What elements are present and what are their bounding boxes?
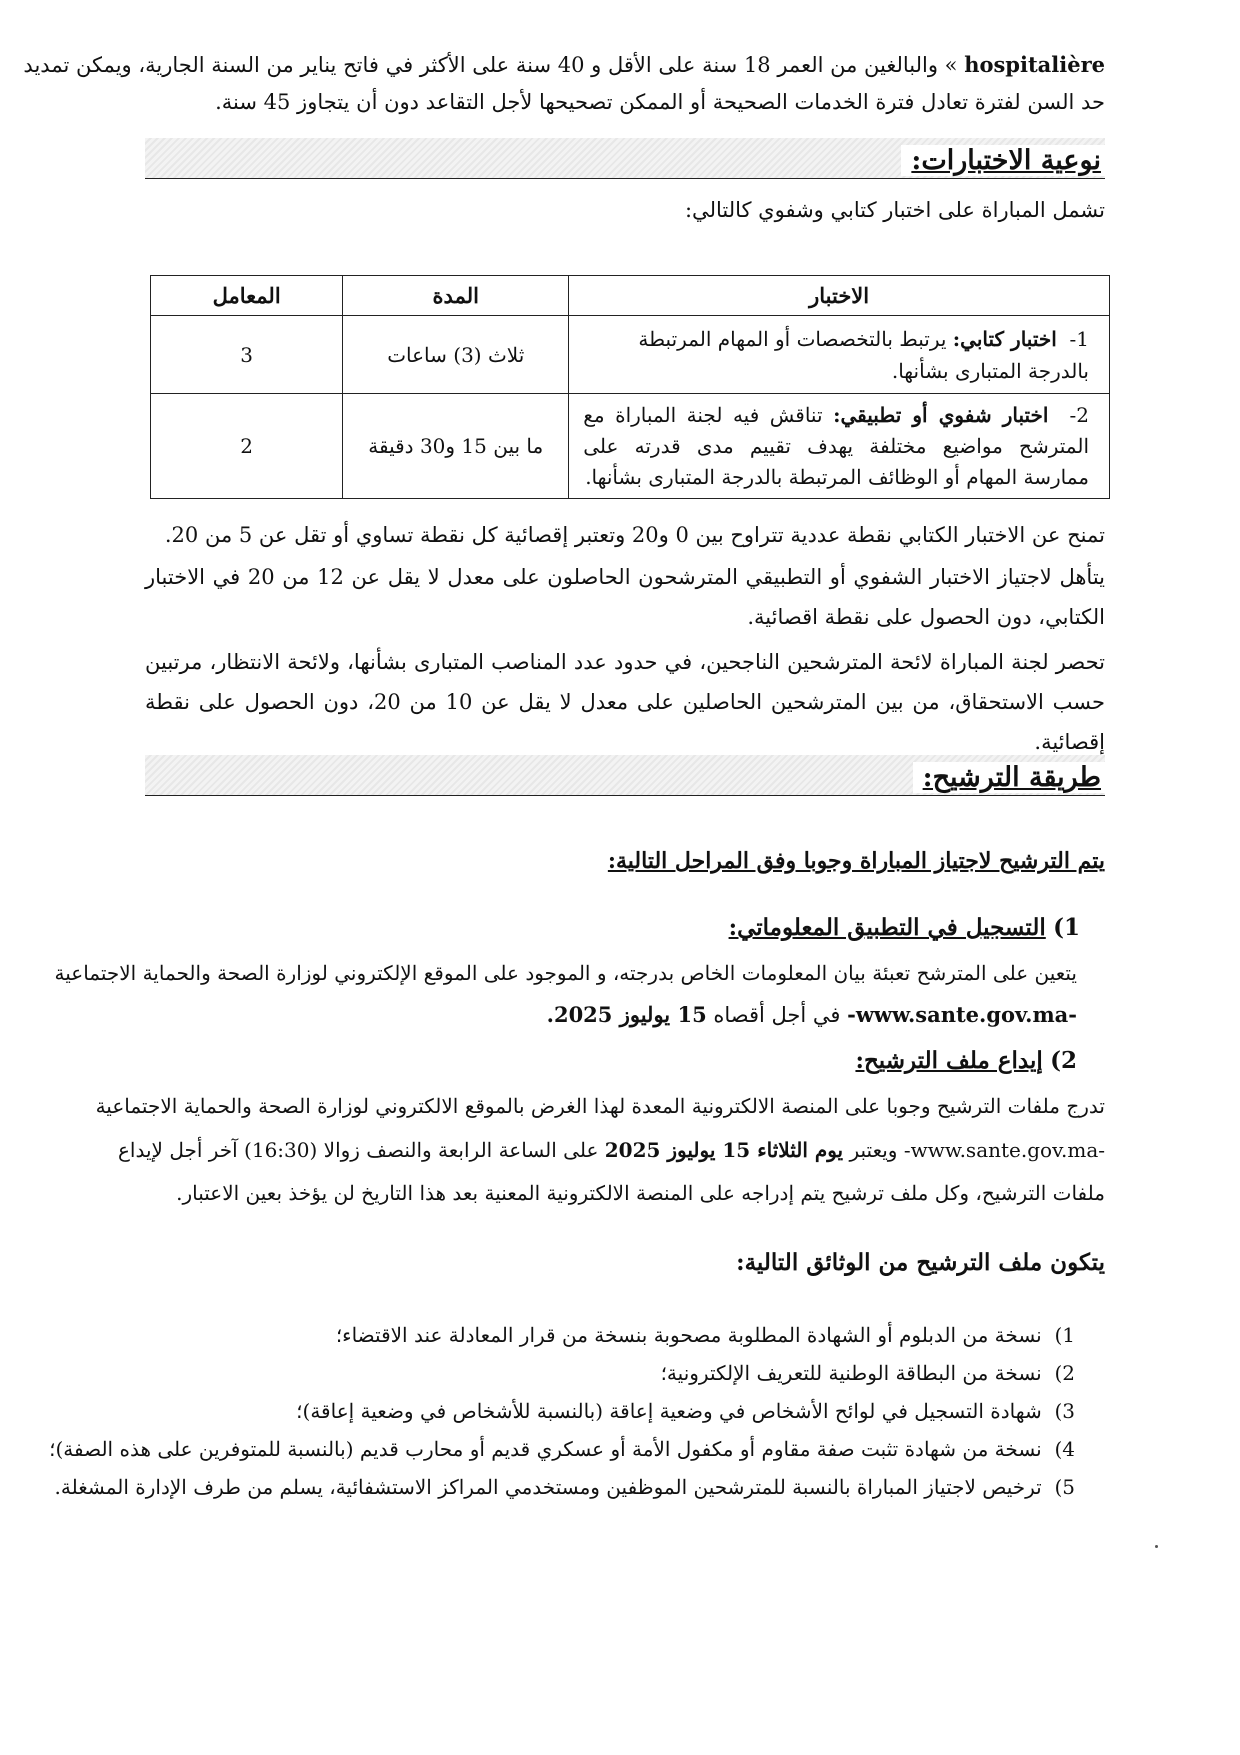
step-2-website: -www.sante.gov.ma-: [903, 1138, 1105, 1162]
header-coefficient: المعامل: [151, 276, 343, 316]
step-1-num: 1): [1053, 914, 1080, 941]
cell-duration-2: ما بين 15 و30 دقيقة: [343, 394, 569, 499]
cell-duration-1: ثلاث (3) ساعات: [343, 316, 569, 394]
step-2-line-3: ملفات الترشيح، وكل ملف ترشيح يتم إدراجه على المنصة الالكترونية المعنية بعد هذا التاريخ لن يؤخذ بعين الاعتبار.: [176, 1181, 1105, 1205]
row-num: 1-: [1069, 326, 1089, 351]
item-num: 4): [1054, 1437, 1075, 1461]
scan-speck: [1155, 1545, 1158, 1548]
list-item: [145, 1392, 1075, 1430]
step-1-heading: [120, 910, 1080, 946]
row-title: اختبار كتابي:: [952, 326, 1057, 351]
item-text: نسخة من شهادة تثبت صفة مقاوم أو مكفول الأمة أو عسكري قديم أو محارب قديم (بالنسبة للمتوفرين على هذه الصفة)؛: [49, 1437, 1042, 1461]
header-test: الاختبار: [569, 276, 1110, 316]
row-num: 2-: [1069, 402, 1090, 427]
step-1-website: -www.sante.gov.ma-: [847, 1002, 1077, 1027]
cell-test-1: [569, 316, 1110, 394]
table-row: [151, 394, 1110, 499]
step-2-title: إيداع ملف الترشيح:: [855, 1047, 1043, 1074]
list-item: [145, 1316, 1075, 1354]
item-num: 1): [1054, 1323, 1075, 1347]
step-1-line-1: يتعين على المترشح تعبئة بيان المعلومات الخاص بدرجته، و الموجود على الموقع الإلكتروني لوزارة الصحة والحماية الاجتماعية: [54, 961, 1077, 985]
intro-line-2: حد السن لفترة تعادل فترة الخدمات الصحيحة أو الممكن تصحيحها لأجل التقاعد دون أن يتجاوز 45 سنة.: [215, 90, 1105, 114]
cell-coefficient-2: 2: [151, 394, 343, 499]
item-num: 2): [1054, 1361, 1075, 1385]
tests-intro: تشمل المباراة على اختبار كتابي وشفوي كالتالي:: [684, 198, 1105, 222]
intro-french-term: hospitalière: [964, 52, 1105, 77]
grading-paragraph-3: تحصر لجنة المباراة لائحة المترشحين الناجحين، في حدود عدد المناصب المتبارى بشأنها، ولائحة الانتظار، مرتبين حسب الاستحقاق، من بين المترشحين الحاصلين على معدل لا يقل عن 10 من 20، دون الحصول على نقطة إقصائية.: [145, 650, 1105, 754]
cell-test-2: [569, 394, 1110, 499]
table-row: [151, 316, 1110, 394]
item-num: 3): [1054, 1399, 1075, 1423]
list-item: [145, 1354, 1075, 1392]
row-desc: يرتبط بالتخصصات أو المهام المرتبطة بالدرجة المتبارى بشأنها.: [638, 326, 1089, 383]
list-item: [49, 1430, 1075, 1468]
item-text: ترخيص لاجتياز المباراة بالنسبة للمترشحين الموظفين ومستخدمي المراكز الاستشفائية، يسلم من طرف الإدارة المشغلة.: [54, 1475, 1042, 1499]
step-1-title: التسجيل في التطبيق المعلوماتي:: [728, 914, 1046, 941]
section-heading-tests: [145, 138, 1105, 179]
step-2-deadline-time: على الساعة الرابعة والنصف زوالا (16:30) آخر أجل لإيداع: [118, 1138, 605, 1162]
item-text: نسخة من الدبلوم أو الشهادة المطلوبة مصحوبة بنسخة من قرار المعادلة عند الاقتضاء؛: [335, 1323, 1042, 1347]
item-num: 5): [1054, 1475, 1075, 1499]
application-subheading: يتم الترشيح لاجتياز المباراة وجوبا وفق المراحل التالية:: [607, 848, 1105, 874]
step-2-deadline-date: يوم الثلاثاء 15 يوليوز 2025: [604, 1138, 844, 1162]
row-title: اختبار شفوي أو تطبيقي:: [833, 402, 1049, 427]
list-item: [54, 1468, 1075, 1506]
intro-line-1: [23, 45, 1105, 85]
step-2-num: 2): [1050, 1047, 1077, 1074]
step-2-line-1: تدرج ملفات الترشيح وجوبا على المنصة الالكترونية المعدة لهذا الغرض بالموقع الالكتروني لوزارة الصحة والحماية الاجتماعية: [95, 1094, 1105, 1118]
row-desc: تناقش فيه لجنة المباراة مع المترشح مواضيع مختلفة يهدف تقييم مدى قدرته على ممارسة المهام أو الوظائف المرتبطة بالدرجة المتبارى بشأنها.: [583, 402, 1089, 489]
documents-heading: يتكون ملف الترشيح من الوثائق التالية:: [736, 1249, 1105, 1276]
step-2-considered: ويعتبر: [843, 1138, 904, 1162]
tests-table: [150, 275, 1110, 499]
step-1-line-2: [145, 997, 1077, 1033]
step-2-heading: [117, 1043, 1077, 1079]
section-heading-application-text: طريقة الترشيح:: [913, 762, 1105, 793]
header-duration: المدة: [343, 276, 569, 316]
step-1-deadline-prefix: في أجل أقصاه: [706, 1003, 848, 1027]
section-heading-tests-text: نوعية الاختبارات:: [901, 145, 1105, 176]
grading-paragraph-2: يتأهل لاجتياز الاختبار الشفوي أو التطبيقي المترشحون الحاصلون على معدل لا يقل عن 12 من 20 في الاختبار الكتابي، دون الحصول على نقطة اقصائية.: [145, 565, 1105, 629]
table-header-row: [151, 276, 1110, 316]
documents-list: [49, 1316, 1075, 1506]
item-text: نسخة من البطاقة الوطنية للتعريف الإلكترونية؛: [660, 1361, 1042, 1385]
grading-paragraph-1: تمنح عن الاختبار الكتابي نقطة عددية تتراوح بين 0 و20 وتعتبر إقصائية كل نقطة تساوي أو تقل عن 5 من 20.: [164, 523, 1105, 547]
step-1-deadline: 15 يوليوز 2025.: [546, 1002, 707, 1027]
cell-coefficient-1: 3: [151, 316, 343, 394]
step-2-line-2: [118, 1132, 1105, 1168]
intro-line-1-text: » والبالغين من العمر 18 سنة على الأقل و 40 سنة على الأكثر في فاتح يناير من السنة الجارية، ويمكن تمديد: [23, 53, 965, 77]
section-heading-application: [145, 755, 1105, 796]
item-text: شهادة التسجيل في لوائح الأشخاص في وضعية إعاقة (بالنسبة للأشخاص في وضعية إعاقة)؛: [296, 1399, 1042, 1423]
